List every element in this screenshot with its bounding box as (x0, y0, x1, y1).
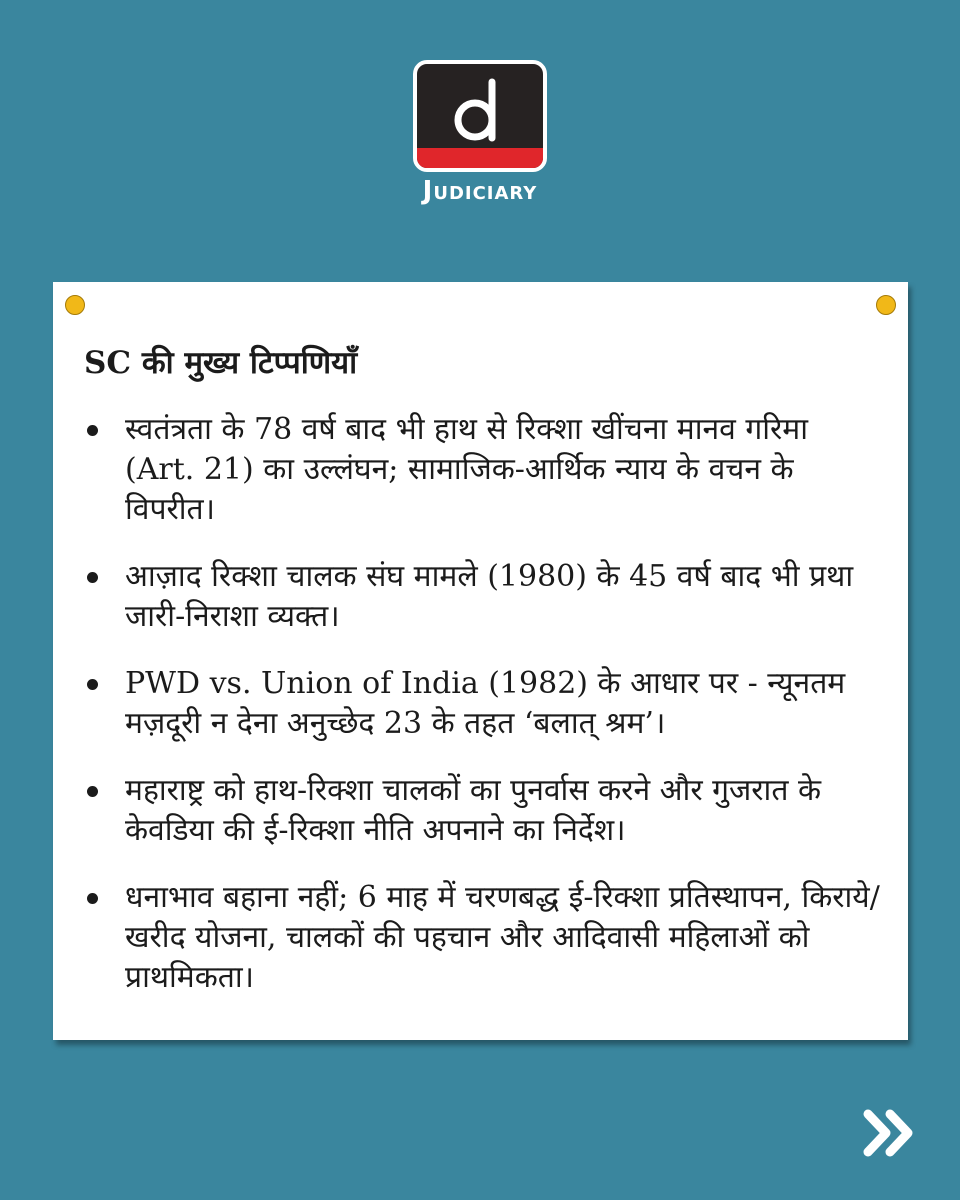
notes-card (53, 282, 908, 1040)
double-chevron-right-icon (862, 1105, 918, 1161)
list-item (83, 410, 883, 530)
bullet-icon (87, 786, 98, 797)
list-item-text: महाराष्ट्र को हाथ-रिक्शा चालकों का पुनर्वास करने और गुजरात के केवडिया की ई-रिक्शा नीति अपनाने का निर्देश। (125, 773, 821, 848)
pin-icon (876, 295, 896, 315)
brand-name: Judiciary (422, 176, 538, 206)
bullet-icon (87, 572, 98, 583)
brand-logo (413, 60, 547, 172)
bullet-icon (87, 425, 98, 436)
list-item-text: धनाभाव बहाना नहीं; 6 माह में चरणबद्ध ई-रिक्शा प्रतिस्थापन, किराये/खरीद योजना, चालकों की पहचान और आदिवासी महिलाओं को प्राथमिकता। (125, 880, 880, 995)
list-item-text: स्वतंत्रता के 78 वर्ष बाद भी हाथ से रिक्शा खींचना मानव गरिमा (Art. 21) का उल्लंघन; सामाजिक-आर्थिक न्याय के वचन के विपरीत। (125, 412, 809, 527)
bullet-icon (87, 679, 98, 690)
list-item (83, 771, 883, 851)
list-item-text: PWD vs. Union of India (1982) के आधार पर - न्यूनतम मज़दूरी न देना अनुच्छेद 23 के तहत ‘बलात् श्रम’। (125, 666, 846, 741)
list-item-text: आज़ाद रिक्शा चालक संघ मामले (1980) के 45 वर्ष बाद भी प्रथा जारी-निराशा व्यक्त। (125, 559, 854, 634)
list-item (83, 664, 883, 744)
pin-icon (65, 295, 85, 315)
list-item (83, 557, 883, 637)
card-title: SC की मुख्य टिप्पणियाँ (84, 345, 358, 381)
next-slide-button[interactable] (862, 1105, 918, 1161)
list-item (83, 878, 883, 998)
observations-list (83, 410, 883, 1025)
d-logo-icon (417, 64, 543, 168)
bullet-icon (87, 893, 98, 904)
